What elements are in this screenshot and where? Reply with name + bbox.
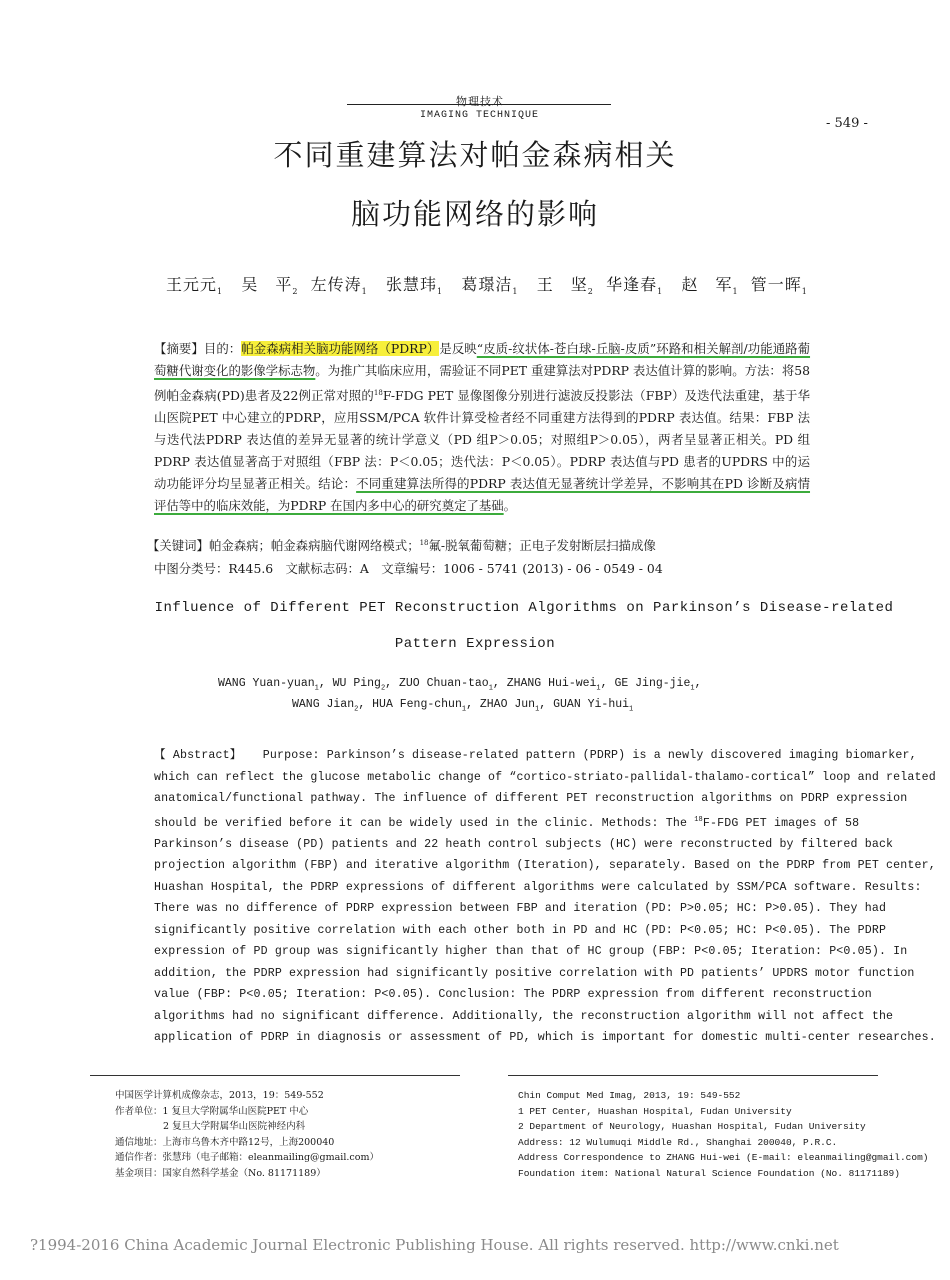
abstract-cn [154, 338, 810, 517]
title-cn-line2: 脑功能网络的影响 [350, 197, 599, 231]
abstract-label: 【摘要】 [154, 341, 204, 356]
author-affiliation: 1 [596, 684, 601, 693]
methods-text: The [665, 816, 688, 830]
abstract-text: F-FDG PET 显像图像分别进行滤波反投影法（FBP）及迭代法重建，基于华山医院PET 中心建立的PDRP，应用SSM/PCA 软件计算受检者经不同重建方法得到的PDRP 表达值。结果：FBP 法与迭代法PDRP 表达值的差异无显著的统计学意义（PD 组P＞0.05；对照组P＞0.05），两者呈显著正相关。PD 组PDRP 表达值显著高于对照组（FBP 法：P＜0.05；迭代法：P＜0.05）。PDRP 表达值与PD 患者的UPDRS 中的运动功能评分均呈显著正相关。结论： [154, 388, 810, 492]
author-en: WANG Jian [292, 698, 355, 711]
author-en: ZUO Chuan-tao [398, 677, 489, 690]
abstract-en [154, 745, 944, 1049]
abstract-text: 。为推广其临床应用，需验证不同PET 重建算法对PDRP 表达值计算的影响。方法：将58例帕金森病(PD)患者及22例正常对照的 [154, 363, 810, 404]
author-affiliation: 2 [587, 287, 594, 297]
author-cn: 葛璟洁 [461, 275, 513, 294]
abstract-text: 。 [503, 498, 517, 514]
author-cn: 华逢春 [606, 275, 658, 294]
footnote-line: 中国医学计算机成像杂志，2013，19：549-552 [115, 1090, 324, 1101]
highlighted-text: 帕金森病相关脑功能网络（PDRP） [241, 341, 440, 356]
header-rule [347, 104, 611, 105]
footnote-line: 通信地址：上海市乌鲁木齐中路12号，上海200040 [115, 1136, 335, 1148]
author-affiliation: 2 [380, 684, 386, 693]
abstract-text: 目的： [203, 341, 242, 356]
footnote-line: Chin Comput Med Imag, 2013, 19: 549-552 [518, 1090, 741, 1101]
classification-cn: 中图分类号：R445.6 文献标志码：A 文章编号：1006 - 5741 (2013) - 06 - 0549 - 04 [154, 561, 663, 576]
footnote-line: 通信作者：张慧玮（电子邮箱：eleanmailing@gmail.com） [115, 1152, 379, 1163]
methods-label: Methods: [601, 816, 659, 830]
results-text: There was no difference of PDRP expression between FBP and iteration (PD: P>0.05; HC: P>0.05). They had significantly positive correlation with each other both in PD and HC (PD: P<0.05; HC: P<0.05). The PDRP expression of PD group was significantly higher than that of HC group (FBP: P<0.05; Iteration: P<0.05). In addition, the PDRP expression had significantly positive correlation with PD patients’ UPDRS motor function value (FBP: P<0.05; Iteration: P<0.05). [154, 902, 915, 1002]
title-en-line1: Influence of Different PET Reconstruction Algorithms on Parkinson’s Disease-related [154, 600, 894, 616]
footnote-line: Address Correspondence to ZHANG Hui-wei (E-mail: eleanmailing@gmail.com) [518, 1152, 929, 1163]
footnote-line: 1 PET Center, Huashan Hospital, Fudan University [518, 1105, 792, 1117]
author-cn: 张慧玮 [386, 275, 438, 294]
footnote-line: 2 复旦大学附属华山医院神经内科 [163, 1121, 306, 1132]
author-cn: 王元元 [166, 275, 218, 294]
section-label-en: IMAGING TECHNIQUE [420, 110, 540, 121]
methods-text: F-FDG PET images of 58 Parkinson’s disease (PD) patients and 22 heath control subjects (HC) were reconstructed by filtered back projection algorithm (FBP) and iterative algorithm (Iteration), separately. Based on the PDRP from PET center, Huashan Hospital, the PDRP expressions of different algorithms were calculated by SSM/PCA software. [154, 816, 936, 894]
section-label-cn: 物理技术 [456, 95, 504, 108]
authors-cn [166, 272, 808, 296]
author-affiliation: 2 [292, 287, 299, 297]
footnote-en [518, 1088, 938, 1181]
author-affiliation: 1 [690, 684, 695, 693]
author-affiliation: 1 [535, 705, 540, 714]
author-affiliation: 1 [801, 287, 808, 297]
author-cn: 管一晖 [750, 275, 802, 294]
author-affiliation: 1 [314, 684, 319, 693]
author-affiliation: 1 [361, 287, 368, 297]
copyright-watermark: ?1994-2016 China Academic Journal Electronic Publishing House. All rights reserved. http://www.cnki.net [30, 1236, 839, 1254]
keywords-cn [147, 536, 656, 554]
footnote-cn [115, 1088, 379, 1181]
conclusion-label: Conclusion: [438, 988, 517, 1002]
author-cn: 赵 军 [681, 275, 733, 294]
conclusion-text: The PDRP expression from different reconstruction algorithms had no significant difference. Additionally, the reconstruction algorithm will not affect the application of PDRP in diagnosis or assessment of PD, which is important for domestic multi-center researches. [154, 988, 936, 1045]
results-label: Results: [864, 880, 922, 894]
author-en: ZHAO Jun [479, 698, 536, 711]
footnote-line: Foundation item: National Natural Science Foundation (No. 81171189) [518, 1167, 900, 1179]
footnote-line: 作者单位：1 复旦大学附属华山医院PET 中心 [115, 1105, 309, 1117]
author-affiliation: 1 [217, 287, 224, 297]
author-en: GUAN Yi-hui [553, 698, 630, 711]
purpose-text: Parkinson’s disease-related pattern (PDRP) is a newly discovered imaging biomarker, which can reflect the glucose metabolic change of “cortico-striato-pallidal-thalamo-cortical” loop and related anatomical/functional pathway. The influence of different PET reconstruction algorithms on PDRP expression should be verified before it can be widely used in the clinic. [154, 749, 936, 830]
superscript: 18 [419, 538, 429, 547]
author-affiliation: 1 [488, 684, 493, 693]
author-en: ZHANG Hui-wei [506, 677, 597, 690]
abstract-text: 是反映 [439, 341, 477, 356]
author-affiliation: 2 [354, 705, 359, 714]
author-cn: 王 坚 [536, 275, 588, 294]
keywords-label: 【关键词】 [147, 538, 209, 553]
superscript: 18 [694, 815, 703, 824]
author-affiliation: 1 [512, 287, 519, 297]
page-number: - 549 - [826, 116, 868, 131]
author-affiliation: 1 [657, 287, 664, 297]
underlined-text: 不同重建算法所得的PDRP 表达值无显著统计学差异，不影响其在PD 诊断及病情评估等中的临床效能，为PDRP 在国内多中心的研究奠定了基础 [154, 476, 811, 514]
purpose-label: Purpose: [262, 749, 320, 762]
author-en: WU Ping [332, 677, 381, 690]
author-en: GE Jing-jie [614, 677, 691, 690]
footnote-line: Address: 12 Wulumuqi Middle Rd., Shanghai 200040, P.R.C. [518, 1136, 838, 1148]
author-affiliation: 1 [732, 287, 739, 297]
authors-en-line2: WANG Jian$_2$, HUA Feng-chun$_1$, ZHAO Jun$_1$, GUAN Yi-hui$_1$ [292, 698, 634, 714]
title-en-line2: Pattern Expression [394, 636, 556, 652]
underlined-text: “皮质-纹状体-苍白球-丘脑-皮质”环路和相关解剖/功能通路葡萄糖代谢变化的影像学标志物 [154, 341, 811, 378]
keywords-text: 氟-脱氧葡萄糖；正电子发射断层扫描成像 [428, 538, 656, 553]
footnote-rule-left [90, 1075, 460, 1076]
superscript: 18 [373, 389, 383, 397]
footnote-line: 2 Department of Neurology, Huashan Hospital, Fudan University [518, 1121, 866, 1132]
abstract-label: 【 Abstract】 [154, 749, 242, 762]
author-cn: 吴 平 [241, 275, 293, 294]
author-affiliation: 1 [629, 705, 634, 714]
authors-en-line1: WANG Yuan-yuan$_1$, WU Ping$_2$, ZUO Chuan-tao$_1$, ZHANG Hui-wei$_1$, GE Jing-jie$_1$, [218, 677, 702, 693]
footnote-rule-right [508, 1075, 878, 1076]
author-cn: 左传涛 [310, 275, 362, 294]
author-affiliation: 1 [437, 287, 444, 297]
footnote-line: 基金项目：国家自然科学基金（No. 81171189） [115, 1167, 326, 1179]
author-en: HUA Feng-chun [372, 698, 462, 711]
keywords-text: 帕金森病；帕金森病脑代谢网络模式； [208, 538, 420, 553]
author-en: WANG Yuan-yuan [218, 677, 315, 690]
title-cn-line1: 不同重建算法对帕金森病相关 [273, 138, 677, 172]
author-affiliation: 1 [461, 705, 467, 714]
